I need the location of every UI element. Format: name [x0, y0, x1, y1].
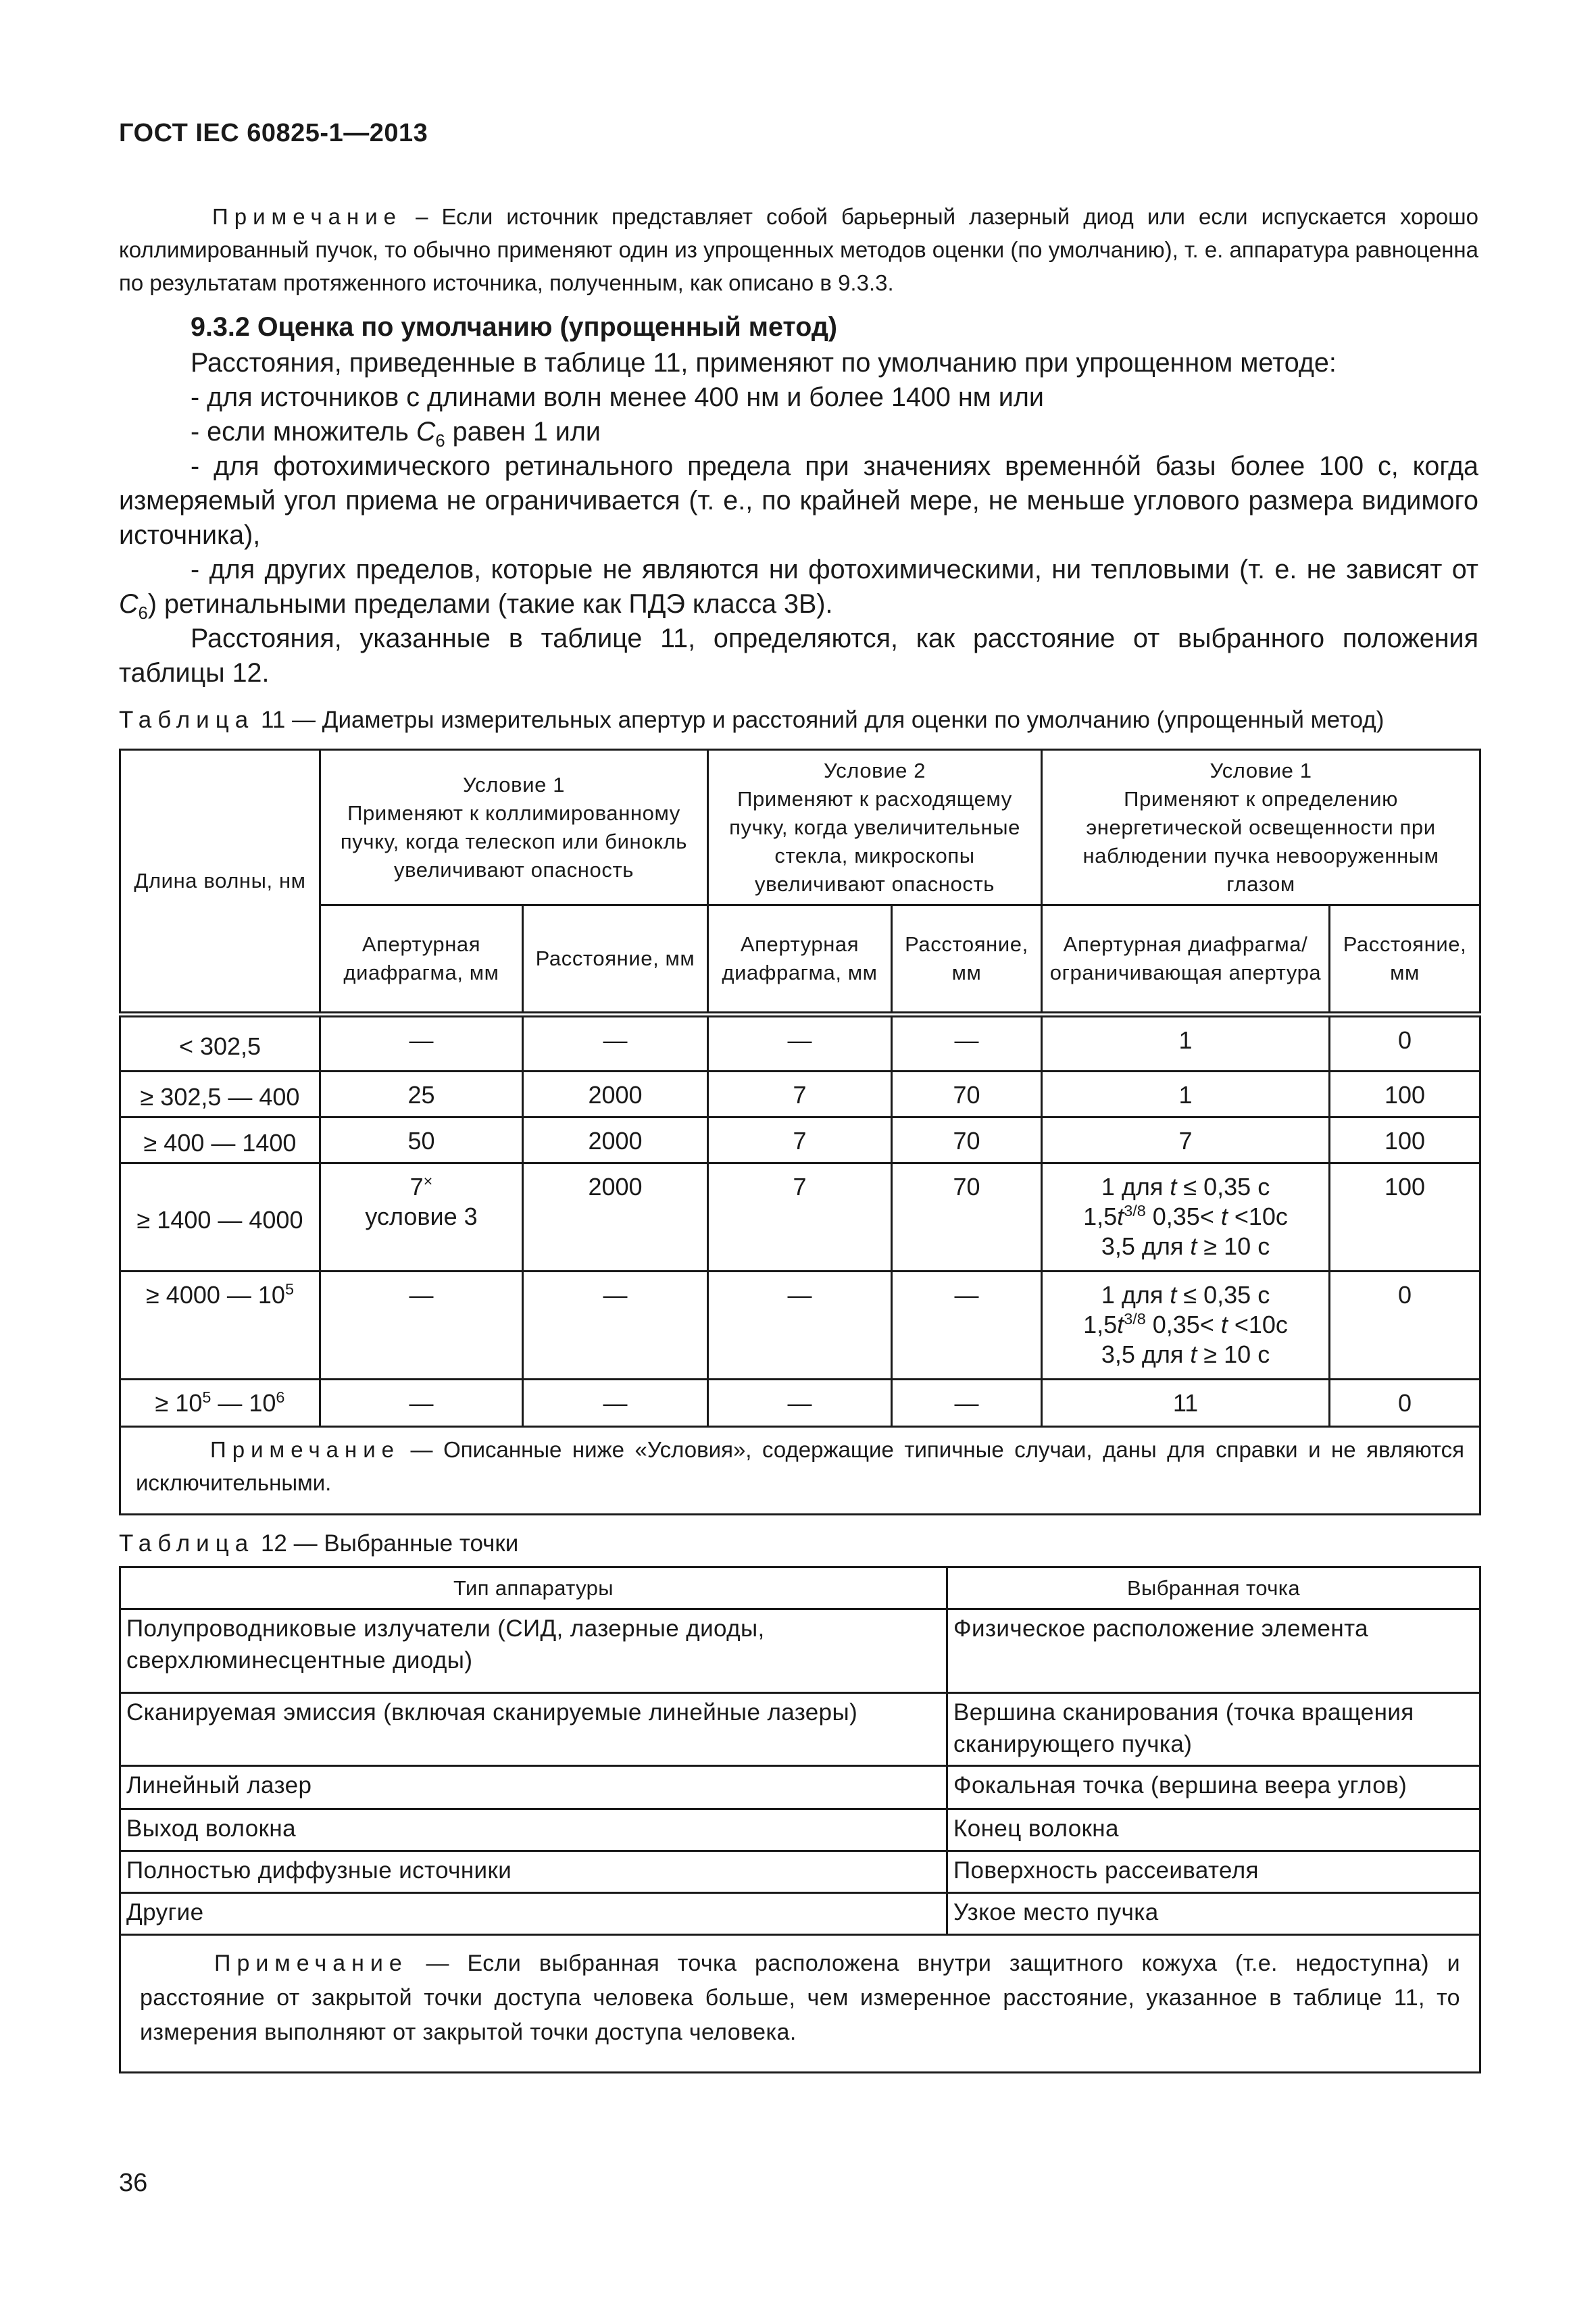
table11-note: Примечание — Описанные ниже «Условия», содержащие типичные случаи, даны для справки и не являются исключительными.	[120, 1427, 1480, 1515]
table12-caption: Таблица 12 — Выбранные точки	[119, 1530, 519, 1557]
list-item: - если множитель $C_6$ равен 1 или	[191, 417, 601, 451]
table-row: ≥ 302,5 — 400 25 2000 7 70 1 100	[120, 1072, 1480, 1117]
condition2-header: Условие 2 Применяют к расходящему пучку, когда увеличительные стекла, микроскопы увеличивают опасность	[708, 750, 1042, 905]
table-row: ≥ $10^5$ — $10^6$ — — — — 11 0	[120, 1380, 1480, 1427]
column-header: Тип аппаратуры	[120, 1567, 947, 1609]
table-row: Сканируемая эмиссия (включая сканируемые линейные лазеры) Вершина сканирования (точка вращения сканирующего пучка)	[120, 1693, 1480, 1766]
table-row: ≥ 4000 — $10^5$ — — — — 1 для t ≤ 0,35 с $1,5t^{3/8}$ 0,35< t <10c 3,5 для t ≥ 10 с 0	[120, 1272, 1480, 1380]
document-header: ГОСТ IEC 60825-1—2013	[119, 119, 428, 147]
section-title: 9.3.2 Оценка по умолчанию (упрощенный метод)	[191, 312, 838, 342]
distance-header: Расстояние, мм	[892, 905, 1042, 1015]
condition3-header: Условие 1 Применяют к определению энергетической освещенности при наблюдении пучка невооруженным глазом	[1042, 750, 1480, 905]
table-12	[119, 1566, 1481, 2073]
list-item: - для других пределов, которые не являются ни фотохимическими, ни тепловыми (т. е. не зависят от $C_6$) ретинальными пределами (такие как ПДЭ класса 3В).	[119, 555, 1478, 623]
table-row: < 302,5 — — — — 1 0	[120, 1015, 1480, 1072]
note-label: Примечание	[212, 204, 403, 229]
page-number: 36	[119, 2169, 148, 2197]
table-row: Полупроводниковые излучатели (СИД, лазерные диоды, сверхлюминесцентные диоды) Физическое расположение элемента	[120, 1609, 1480, 1693]
distance-header: Расстояние, мм	[1330, 905, 1480, 1015]
column-header: Выбранная точка	[947, 1567, 1480, 1609]
top-note	[119, 200, 1478, 299]
table12-note: Примечание — Если выбранная точка расположена внутри защитного кожуха (т.е. недоступна) и расстояние от закрытой точки доступа человека больше, чем измеренное расстояние, указанное в таблице 11, то измерения выполняют от закрытой точки доступа человека.	[120, 1935, 1480, 2073]
aperture-limit-header: Апертурная диафрагма/ ограничивающая апертура	[1042, 905, 1330, 1015]
table-row: Полностью диффузные источники Поверхность рассеивателя	[120, 1851, 1480, 1893]
aperture-header: Апертурная диафрагма, мм	[708, 905, 892, 1015]
section-body	[119, 346, 1478, 690]
table-row: Линейный лазер Фокальная точка (вершина веера углов)	[120, 1766, 1480, 1809]
distance-header: Расстояние, мм	[523, 905, 708, 1015]
table-row: Другие Узкое место пучка	[120, 1893, 1480, 1935]
table11-caption: Таблица 11 — Диаметры измерительных апертур и расстояний для оценки по умолчанию (упрощенный метод)	[119, 707, 1385, 733]
table-11	[119, 749, 1481, 1515]
condition1-header: Условие 1 Применяют к коллимированному пучку, когда телескоп или бинокль увеличивают опасность	[320, 750, 708, 905]
table-row: ≥ 400 — 1400 50 2000 7 70 7 100	[120, 1117, 1480, 1163]
table-row: Выход волокна Конец волокна	[120, 1809, 1480, 1851]
table-row: ≥ 1400 — 4000 7× условие 3 2000 7 70 1 для t ≤ 0,35 с $1,5t^{3/8}$ 0,35< t <10c 3,5 для t ≥ 10 с 100	[120, 1163, 1480, 1272]
intro-text: Расстояния, приведенные в таблице 11, применяют по умолчанию при упрощенном методе:	[191, 348, 1337, 378]
list-item: - для фотохимического ретинального предела при значениях временнóй базы более 100 с, когда измеряемый угол приема не ограничивается (т. е., по крайней мере, не меньше углового размера видимого источника),	[119, 451, 1478, 550]
aperture-header: Апертурная диафрагма, мм	[320, 905, 523, 1015]
list-item: - для источников с длинами волн менее 400 нм и более 1400 нм или	[191, 382, 1044, 412]
wavelength-header: Длина волны, нм	[120, 750, 320, 1015]
closing-text: Расстояния, указанные в таблице 11, определяются, как расстояние от выбранного положения таблицы 12.	[119, 624, 1478, 688]
note-text: – Если источник представляет собой барьерный лазерный диод или если испускается хорошо коллимированный пучок, то обычно применяют один из упрощенных методов оценки (по умолчанию), т. е. аппаратура равноценна по результатам протяженного источника, полученным, как описано в 9.3.3.	[119, 204, 1478, 295]
